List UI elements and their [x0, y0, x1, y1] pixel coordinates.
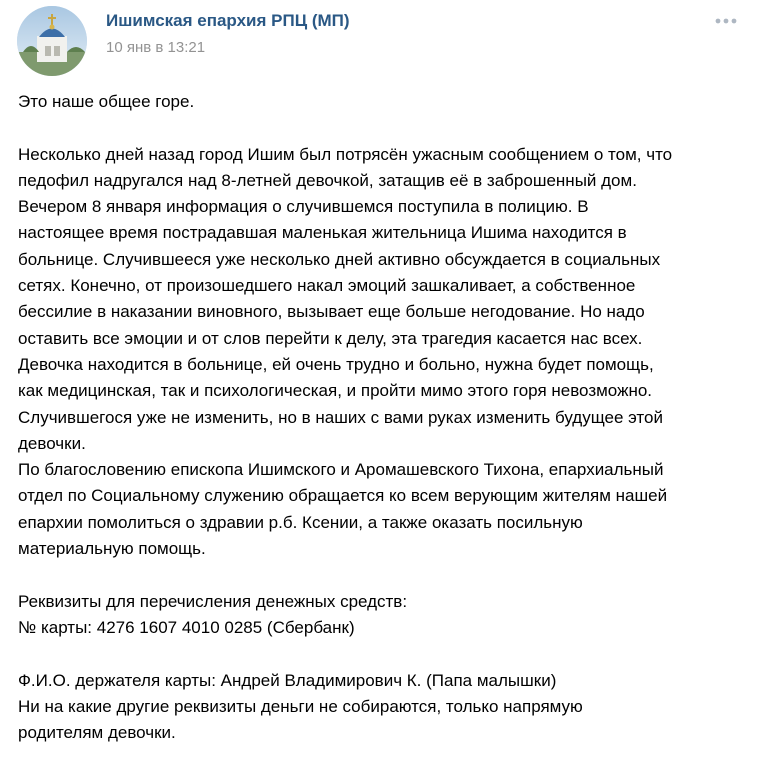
- post-text-line: родителям девочки.: [18, 723, 176, 743]
- post-text-line: сетях. Конечно, от произошедшего накал эмоций зашкаливает, а собственное: [18, 276, 636, 296]
- post-text-line: девочки.: [18, 433, 86, 453]
- post-text-line: Реквизиты для перечисления денежных средств:: [18, 591, 408, 611]
- post-text-line: оставить все эмоции и от слов перейти к делу, эта трагедия касается нас всех.: [18, 328, 643, 348]
- post-text-line: отдел по Социальному служению обращается ко всем верующим жителям нашей: [18, 486, 668, 506]
- post-text-line: [18, 641, 754, 667]
- author-name-link[interactable]: Ишимская епархия РПЦ (МП): [106, 11, 350, 30]
- post-text-line: Ни на какие другие реквизиты деньги не собираются, только напрямую: [18, 696, 583, 716]
- post-text-line: По благословению епископа Ишимского и Аромашевского Тихона, епархиальный: [18, 460, 664, 480]
- post-text-line: № карты: 4276 1607 4010 0285 (Сбербанк): [18, 617, 355, 637]
- post-timestamp[interactable]: 10 янв в 13:21: [106, 39, 206, 56]
- post-text-line: Девочка находится в больнице, ей очень трудно и больно, нужна будет помощь,: [18, 354, 654, 374]
- post-text: [18, 89, 754, 746]
- post-text-line: как медицинская, так и психологическая, и пройти мимо этого горя невозможно.: [18, 381, 653, 401]
- post-text-line: педофил надругался над 8-летней девочкой, затащив её в заброшенный дом.: [18, 170, 637, 190]
- post-text-line: настоящее время пострадавшая маленькая жительница Ишима находится в: [18, 223, 627, 243]
- church-dome-icon: [17, 6, 87, 76]
- church-dome-avatar[interactable]: [17, 6, 87, 76]
- post-text-line: Несколько дней назад город Ишим был потрясён ужасным сообщением о том, что: [18, 144, 673, 164]
- post-text-line: Вечером 8 января информация о случившемся поступила в полицию. В: [18, 197, 589, 217]
- post-text-line: Ф.И.О. держателя карты: Андрей Владимирович К. (Папа малышки): [18, 670, 557, 690]
- post-text-line: Случившегося уже не изменить, но в наших с вами руках изменить будущее этой: [18, 407, 663, 427]
- more-dots-icon[interactable]: [713, 14, 739, 28]
- post-text-line: [18, 115, 754, 141]
- post-text-line: бессилие в наказании виновного, вызывает еще больше негодование. Но надо: [18, 302, 645, 322]
- post-text-line: [18, 562, 754, 588]
- post-text-line: епархии помолиться о здравии р.б. Ксении, а также оказать посильную: [18, 512, 583, 532]
- post-text-line: материальную помощь.: [18, 539, 206, 559]
- post-text-line: больнице. Случившееся уже несколько дней активно обсуждается в социальных: [18, 249, 661, 269]
- post-header: [0, 0, 760, 80]
- post-text-line: Это наше общее горе.: [18, 92, 195, 111]
